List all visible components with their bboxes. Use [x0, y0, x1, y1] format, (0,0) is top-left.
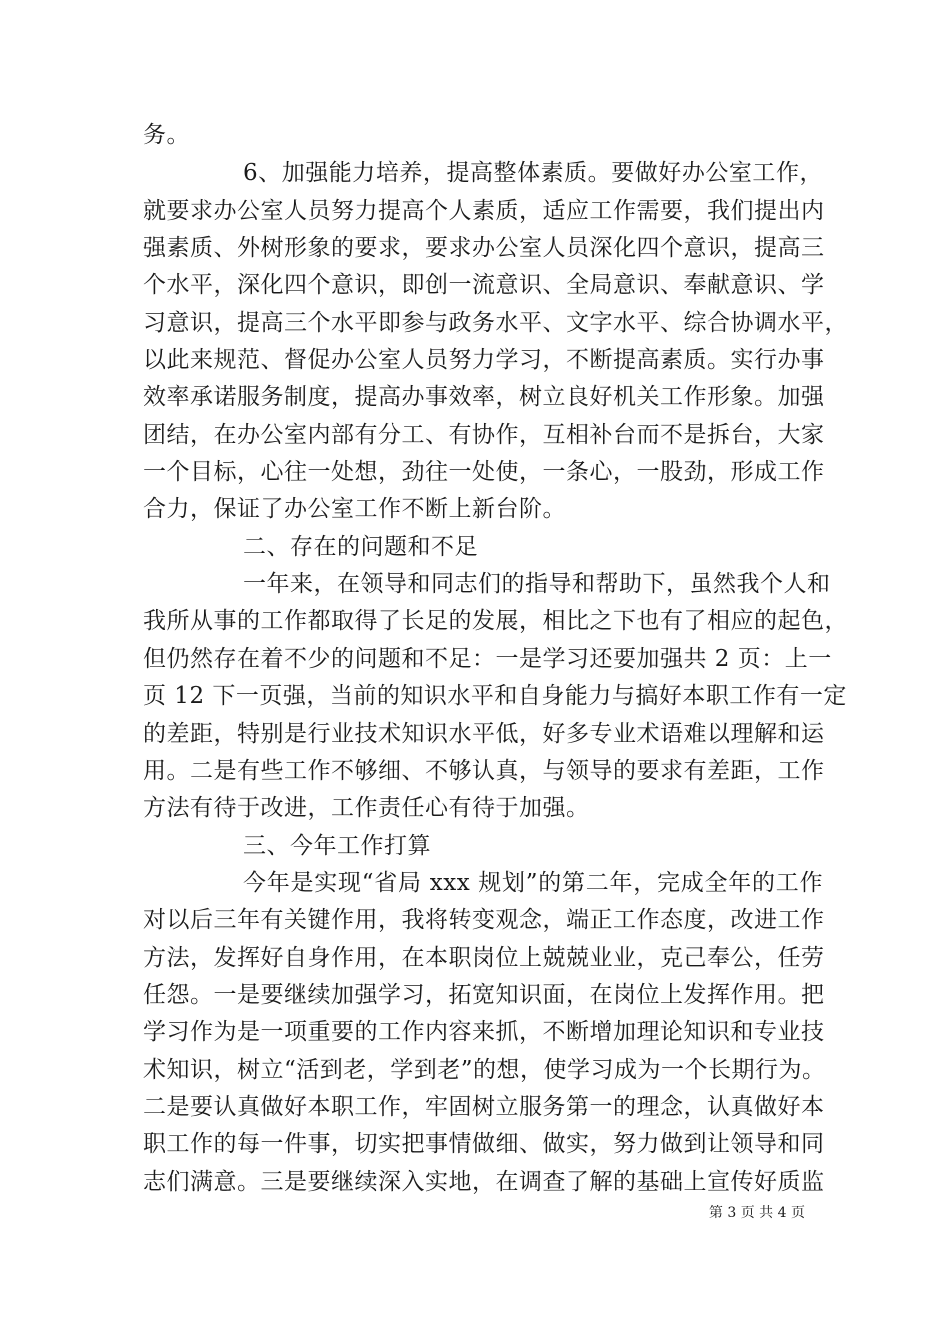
text-line: 术知识，树立“活到老，学到老”的想，使学习成为一个长期行为。: [143, 1057, 826, 1083]
text-line: 一年来，在领导和同志们的指导和帮助下，虽然我个人和: [243, 571, 831, 597]
text-line: 任怨。一是要继续加强学习，拓宽知识面，在岗位上发挥作用。把: [143, 982, 825, 1008]
text-line: 对以后三年有关键作用，我将转变观念，端正工作态度，改进工作: [143, 907, 825, 933]
text-line: 职工作的每一件事，切实把事情做细、做实，努力做到让领导和同: [143, 1131, 825, 1157]
text-line: 但仍然存在着不少的问题和不足：一是学习还要加强共 2 页：上一: [143, 646, 832, 672]
text-line: 一个目标，心往一处想，劲往一处使，一条心，一股劲，形成工作: [143, 459, 825, 485]
text-line: 学习作为是一项重要的工作内容来抓，不断增加理论知识和专业技: [143, 1019, 825, 1045]
text-line: 团结，在办公室内部有分工、有协作，互相补台而不是拆台，大家: [143, 422, 825, 448]
text-line: 个水平，深化四个意识，即创一流意识、全局意识、奉献意识、学: [143, 272, 825, 298]
text-line: 合力，保证了办公室工作不断上新台阶。: [143, 496, 566, 522]
section-heading: 三、今年工作打算: [243, 833, 431, 859]
text-line: 方法有待于改进，工作责任心有待于加强。: [143, 795, 590, 821]
text-line: 页 12 下一页强，当前的知识水平和自身能力与搞好本职工作有一定: [143, 683, 847, 709]
page-number: 第 3 页 共 4 页: [708, 1205, 805, 1221]
text-line: 的差距，特别是行业技术知识水平低，好多专业术语难以理解和运: [143, 721, 825, 747]
text-line: 二是要认真做好本职工作，牢固树立服务第一的理念，认真做好本: [143, 1094, 825, 1120]
text-line: 效率承诺服务制度，提高办事效率，树立良好机关工作形象。加强: [143, 384, 825, 410]
text-line: 强素质、外树形象的要求，要求办公室人员深化四个意识，提高三: [143, 235, 825, 261]
text-line: 用。二是有些工作不够细、不够认真，与领导的要求有差距，工作: [143, 758, 825, 784]
section-heading: 二、存在的问题和不足: [243, 534, 478, 560]
text-line: 志们满意。三是要继续深入实地，在调查了解的基础上宣传好质监: [143, 1169, 825, 1195]
text-line: 务。: [143, 122, 190, 148]
text-line: 今年是实现“省局 xxx 规划”的第二年，完成全年的工作: [243, 870, 823, 896]
text-line: 6、加强能力培养，提高整体素质。要做好办公室工作，: [243, 160, 823, 186]
text-line: 就要求办公室人员努力提高个人素质，适应工作需要，我们提出内: [143, 198, 825, 224]
text-line: 我所从事的工作都取得了长足的发展，相比之下也有了相应的起色，: [143, 608, 848, 634]
text-line: 习意识，提高三个水平即参与政务水平、文字水平、综合协调水平，: [143, 310, 848, 336]
text-line: 方法，发挥好自身作用，在本职岗位上兢兢业业，克己奉公，任劳: [143, 945, 825, 971]
text-line: 以此来规范、督促办公室人员努力学习，不断提高素质。实行办事: [143, 347, 825, 373]
